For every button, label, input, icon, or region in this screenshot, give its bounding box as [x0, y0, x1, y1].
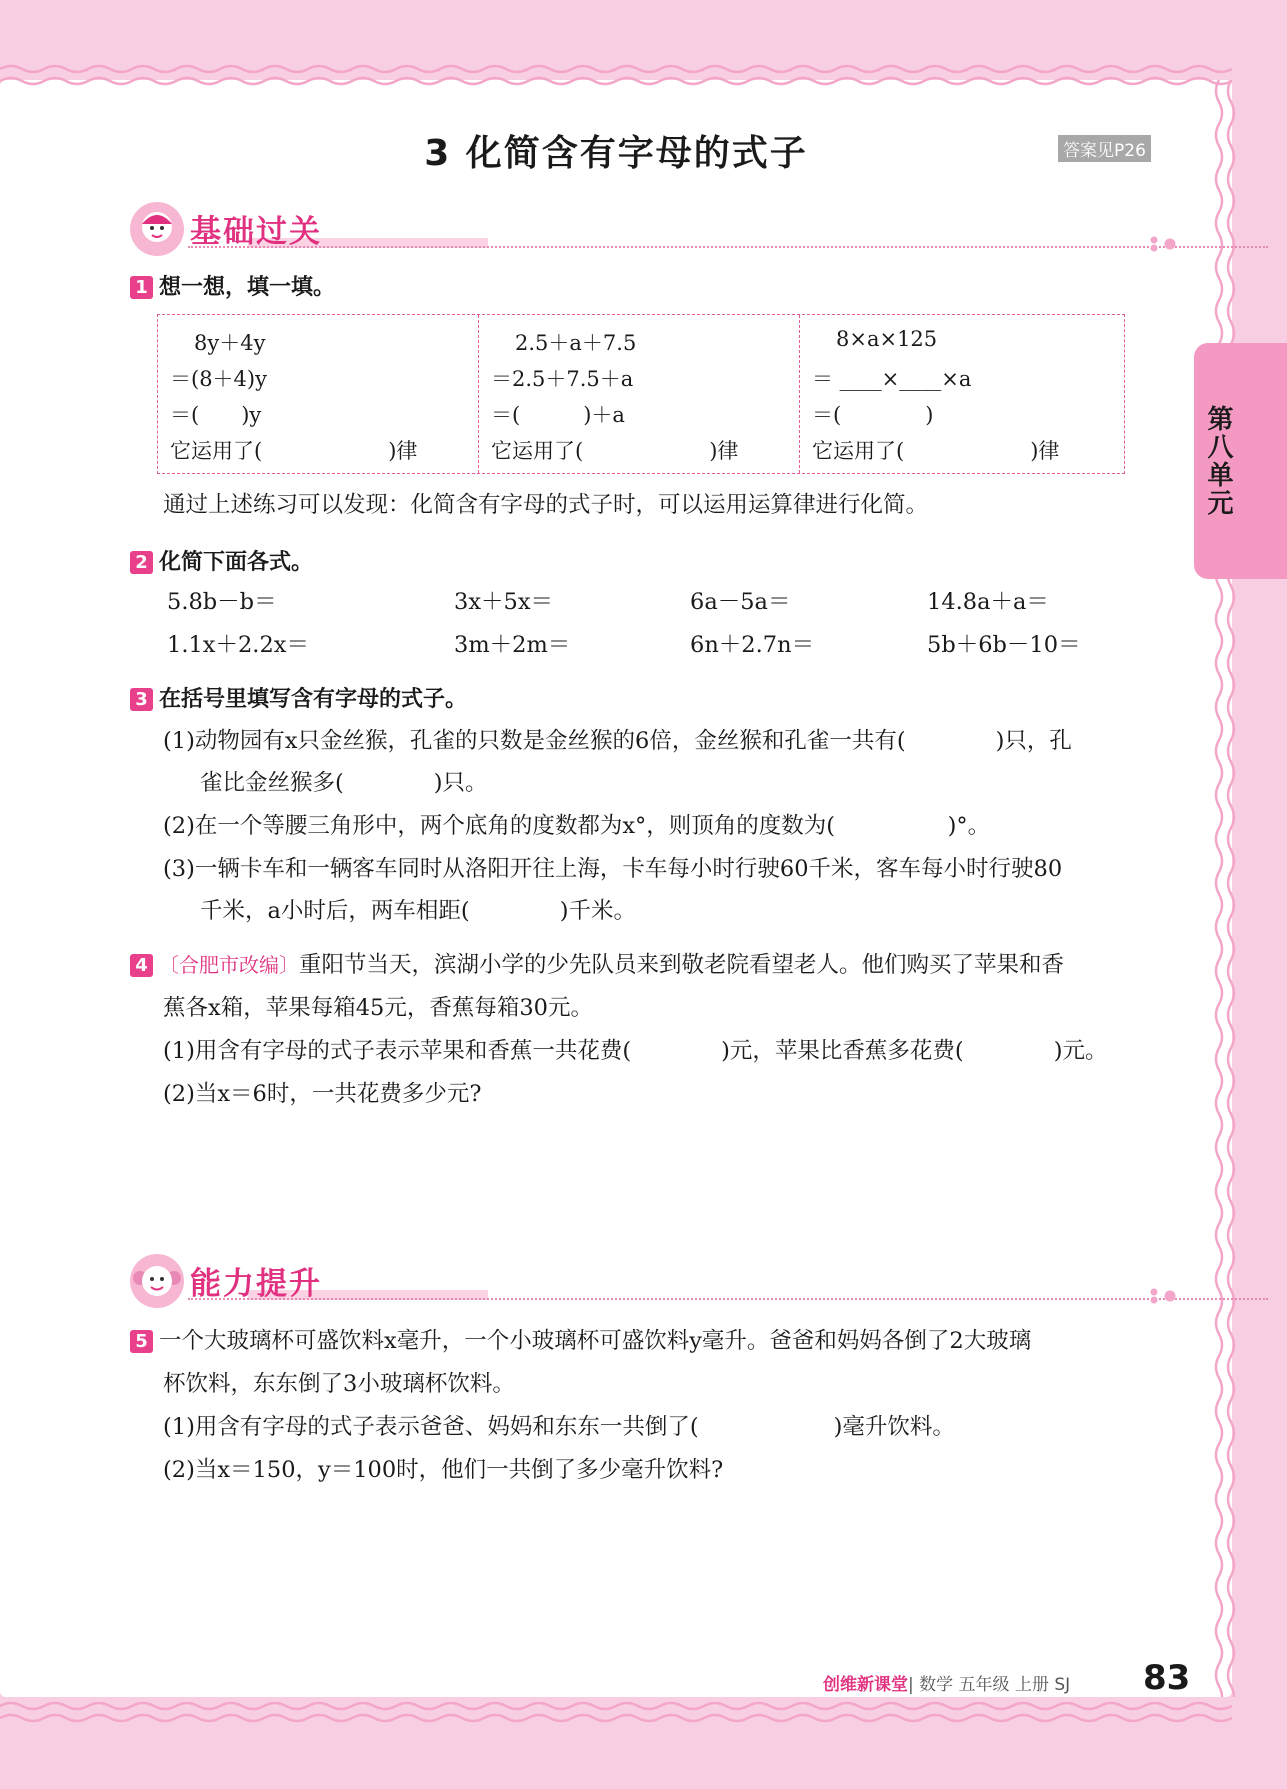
expr-item[interactable]: 14.8a＋a＝	[927, 589, 1049, 615]
question-4-source-tag: 〔合肥市改编〕	[159, 953, 299, 977]
table-column-3	[799, 315, 1123, 473]
question-3-number: 3	[130, 688, 153, 711]
expr-item[interactable]: 6a－5a＝	[690, 589, 791, 615]
col3-law-blank[interactable]: 它运用了( )律	[812, 439, 1060, 463]
section-title-advanced: 能力提升	[190, 1266, 322, 1302]
question-2-title: 化简下面各式。	[159, 550, 314, 575]
section-header-basic	[128, 200, 1228, 260]
question-4-line-1	[130, 947, 1064, 979]
question-2-number: 2	[130, 551, 153, 574]
question-1-number: 1	[130, 276, 153, 299]
right-wave-border	[1205, 80, 1245, 1697]
question-4-number: 4	[130, 954, 153, 977]
question-3-part-3: (3)一辆卡车和一辆客车同时从洛阳开往上海，卡车每小时行驶60千米，客车每小时行驶80	[163, 856, 1063, 882]
question-5-line-1	[130, 1323, 1031, 1355]
col3-line2[interactable]: ＝ ____×____×a	[812, 367, 972, 391]
question-3-part-3-cont[interactable]: 千米，a小时后，两车相距( )千米。	[200, 898, 636, 924]
question-3-title: 在括号里填写含有字母的式子。	[159, 687, 468, 712]
col1-law-blank[interactable]: 它运用了( )律	[170, 439, 418, 463]
col3-line1: 8×a×125	[836, 327, 938, 351]
monkey-avatar-icon	[128, 1252, 186, 1310]
expr-item[interactable]: 6n＋2.7n＝	[690, 632, 815, 658]
question-5-text-2: 杯饮料，东东倒了3小玻璃杯饮料。	[163, 1371, 515, 1397]
question-4-part-1[interactable]: (1)用含有字母的式子表示苹果和香蕉一共花费( )元，苹果比香蕉多花费( )元。	[163, 1038, 1108, 1064]
question-3-heading	[130, 682, 467, 713]
question-5-part-1[interactable]: (1)用含有字母的式子表示爸爸、妈妈和东东一共倒了( )毫升饮料。	[163, 1414, 955, 1440]
col3-blank[interactable]: ＝( )	[812, 403, 934, 427]
col2-blank[interactable]: ＝( )＋a	[491, 403, 625, 427]
col2-line1: 2.5＋a＋7.5	[515, 331, 637, 355]
footer-book-info: | 数学 五年级 上册 SJ	[908, 1675, 1071, 1695]
unit-side-tab-label: 第八单元	[1203, 405, 1233, 517]
question-1-fill-table	[157, 314, 1125, 474]
question-1-heading	[130, 270, 335, 301]
bottom-wave-border	[0, 1692, 1232, 1732]
expr-item[interactable]: 3m＋2m＝	[454, 632, 571, 658]
expr-item[interactable]: 5.8b－b＝	[167, 589, 277, 615]
page-title: 3 化简含有字母的式子	[424, 133, 808, 174]
footer-brand: 创维新课堂	[823, 1675, 908, 1695]
question-4-text-2: 蕉各x箱，苹果每箱45元，香蕉每箱30元。	[163, 995, 593, 1021]
question-1-title: 想一想，填一填。	[159, 275, 336, 300]
question-4-part-2: (2)当x＝6时，一共花费多少元?	[163, 1081, 482, 1107]
question-3-part-2[interactable]: (2)在一个等腰三角形中，两个底角的度数都为x°，则顶角的度数为( )°。	[163, 813, 991, 839]
question-5-part-2: (2)当x＝150，y＝100时，他们一共倒了多少毫升饮料?	[163, 1457, 724, 1483]
dots-decoration-icon	[1146, 1286, 1182, 1306]
col1-line2: ＝(8＋4)y	[170, 367, 267, 391]
top-wave-border	[0, 55, 1232, 95]
question-3-part-1-cont[interactable]: 雀比金丝猴多( )只。	[200, 770, 488, 796]
col2-law-blank[interactable]: 它运用了( )律	[491, 439, 739, 463]
question-1-note: 通过上述练习可以发现：化简含有字母的式子时，可以运用运算律进行化简。	[163, 492, 929, 518]
section-title-basic: 基础过关	[190, 214, 322, 250]
girl-avatar-icon	[128, 200, 186, 258]
dots-decoration-icon	[1146, 234, 1182, 254]
table-column-2	[478, 315, 800, 473]
question-4-text-1: 重阳节当天，滨湖小学的少先队员来到敬老院看望老人。他们购买了苹果和香	[299, 952, 1065, 978]
expr-item[interactable]: 5b＋6b－10＝	[927, 632, 1081, 658]
col2-line2: ＝2.5＋7.5＋a	[491, 367, 634, 391]
question-5-text-1: 一个大玻璃杯可盛饮料x毫升，一个小玻璃杯可盛饮料y毫升。爸爸和妈妈各倒了2大玻璃	[159, 1328, 1032, 1354]
answer-reference-badge: 答案见P26	[1058, 135, 1151, 162]
col1-line1: 8y＋4y	[194, 331, 266, 355]
table-column-1	[158, 315, 478, 473]
footer-info	[823, 1670, 1070, 1695]
expr-item[interactable]: 1.1x＋2.2x＝	[167, 632, 309, 658]
expr-item[interactable]: 3x＋5x＝	[454, 589, 554, 615]
question-3-part-1[interactable]: (1)动物园有x只金丝猴，孔雀的只数是金丝猴的6倍，金丝猴和孔雀一共有( )只，孔	[163, 728, 1072, 754]
page-number: 83	[1143, 1658, 1191, 1698]
question-2-heading	[130, 545, 313, 576]
section-header-advanced	[128, 1252, 1228, 1312]
question-5-number: 5	[130, 1330, 153, 1353]
col1-blank[interactable]: ＝( )y	[170, 403, 262, 427]
